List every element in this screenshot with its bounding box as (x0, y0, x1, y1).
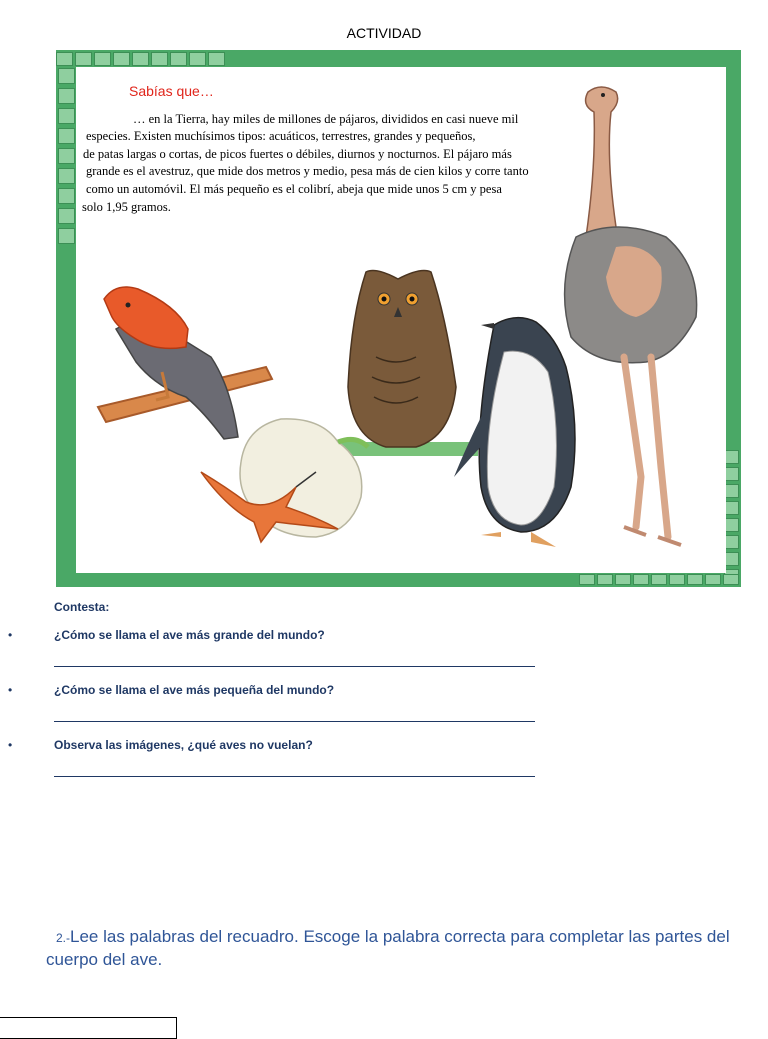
question-3: Observa las imágenes, ¿qué aves no vuelan? (54, 738, 313, 752)
bullet-icon: • (8, 683, 13, 697)
question-2: ¿Cómo se llama el ave más pequeña del mundo? (54, 683, 335, 697)
frame-tiles-right (724, 450, 739, 586)
frame-tiles-left (58, 68, 75, 248)
word-box (0, 1017, 177, 1039)
card-text-line: como un automóvil. El más pequeño es el colibrí, abeja que mide unos 5 cm y pesa (86, 182, 502, 196)
contesta-label: Contesta: (54, 600, 110, 614)
frame-tiles-bottom (577, 574, 739, 585)
birds-illustration (76, 67, 716, 567)
answer-line-3[interactable] (54, 776, 535, 777)
question-1: ¿Cómo se llama el ave más grande del mundo? (54, 628, 325, 642)
instruction-text: Lee las palabras del recuadro. Escoge la palabra correcta para completar las partes del cuerpo del ave. (46, 927, 730, 969)
instruction-2 (46, 926, 746, 971)
owl-icon (338, 271, 478, 456)
card-text-line: grande es el avestruz, que mide dos metros y medio, pesa más de cien kilos y corre tanto (86, 164, 529, 178)
instruction-number: 2.- (56, 931, 71, 945)
card-text-line: especies. Existen muchísimos tipos: acuáticos, terrestres, grandes y pequeños, (86, 129, 476, 143)
page-title: ACTIVIDAD (346, 25, 422, 41)
answer-line-2[interactable] (54, 721, 535, 722)
bullet-icon: • (8, 628, 13, 642)
ostrich-icon (565, 87, 697, 545)
card-text-line: solo 1,95 gramos. (82, 200, 171, 214)
card-text-line: de patas largas o cortas, de picos fuertes o débiles, diurnos y nocturnos. El pájaro más (83, 147, 512, 161)
card-heading: Sabías que… (129, 83, 214, 99)
card-text-line: … en la Tierra, hay miles de millones de pájaros, divididos en casi nueve mil (133, 112, 519, 126)
frame-tiles-top (56, 52, 227, 65)
bullet-icon: • (8, 738, 13, 752)
penguin-icon (454, 318, 575, 547)
answer-line-1[interactable] (54, 666, 535, 667)
